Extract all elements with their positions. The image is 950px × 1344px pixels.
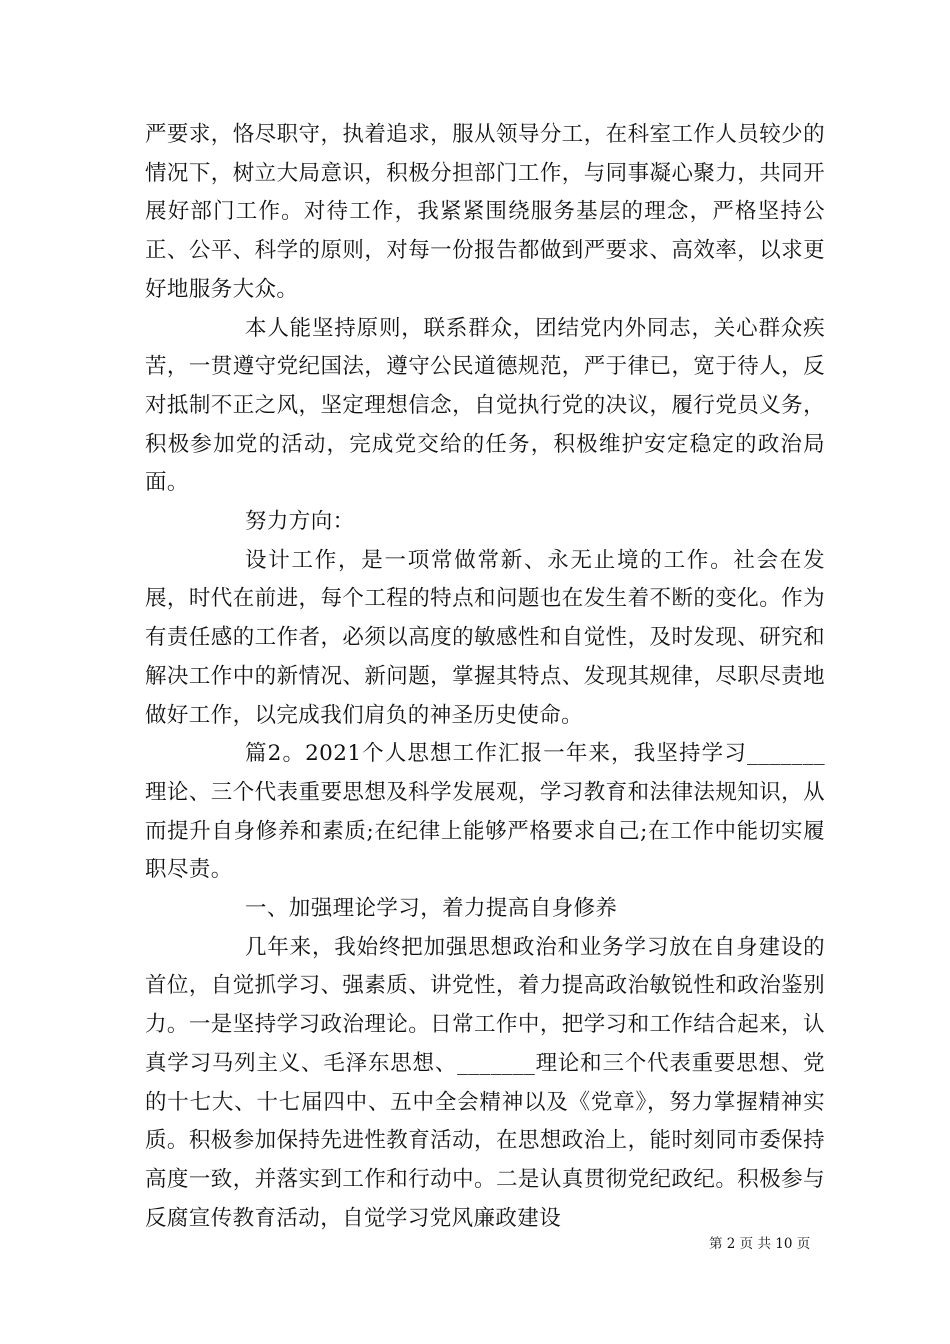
- page-body: [145, 116, 825, 1238]
- paragraph-theory-study: 几年来，我始终把加强思想政治和业务学习放在自身建设的首位，自觉抓学习、强素质、讲党性，着力提高政治敏锐性和政治鉴别力。一是坚持学习政治理论。日常工作中，把学习和工作结合起来，认真学习马列主义、毛泽东思想、_______理论和三个代表重要思想、党的十七大、十七届四中、五中全会精神以及《党章》，努力掌握精神实质。积极参加保持先进性教育活动，在思想政治上，能时刻同市委保持高度一致，并落实到工作和行动中。二是认真贯彻党纪政纪。积极参与反腐宣传教育活动，自觉学习党风廉政建设: [145, 934, 825, 1231]
- paragraph-continuation: 严要求，恪尽职守，执着追求，服从领导分工，在科室工作人员较少的情况下，树立大局意识，积极分担部门工作，与同事凝心聚力，共同开展好部门工作。对待工作，我紧紧围绕服务基层的理念，严格坚持公正、公平、科学的原则，对每一份报告都做到严要求、高效率，以求更好地服务大众。: [145, 122, 825, 302]
- section-heading-direction: 努力方向：: [245, 509, 355, 535]
- page-number-footer: 第 2 页 共 10 页: [709, 1236, 811, 1252]
- section-heading-theory-study: 一、加强理论学习，着力提高自身修养: [245, 896, 618, 922]
- paragraph-report-2: 篇2。2021个人思想工作汇报一年来，我坚持学习_______理论、三个代表重要思想及科学发展观，学习教育和法律法规知识，从而提升自身修养和素质;在纪律上能够严格要求自己;在工作中能切实履职尽责。: [145, 741, 825, 883]
- paragraph-principles: 本人能坚持原则，联系群众，团结党内外同志，关心群众疾苦，一贯遵守党纪国法，遵守公民道德规范，严于律已，宽于待人，反对抵制不正之风，坚定理想信念，自觉执行党的决议，履行党员义务，积极参加党的活动，完成党交给的任务，积极维护安定稳定的政治局面。: [145, 315, 825, 496]
- paragraph-direction: 设计工作，是一项常做常新、永无止境的工作。社会在发展，时代在前进，每个工程的特点和问题也在发生着不断的变化。作为有责任感的工作者，必须以高度的敏感性和自觉性，及时发现、研究和解决工作中的新情况、新问题，掌握其特点、发现其规律，尽职尽责地做好工作，以完成我们肩负的神圣历史使命。: [145, 547, 825, 728]
